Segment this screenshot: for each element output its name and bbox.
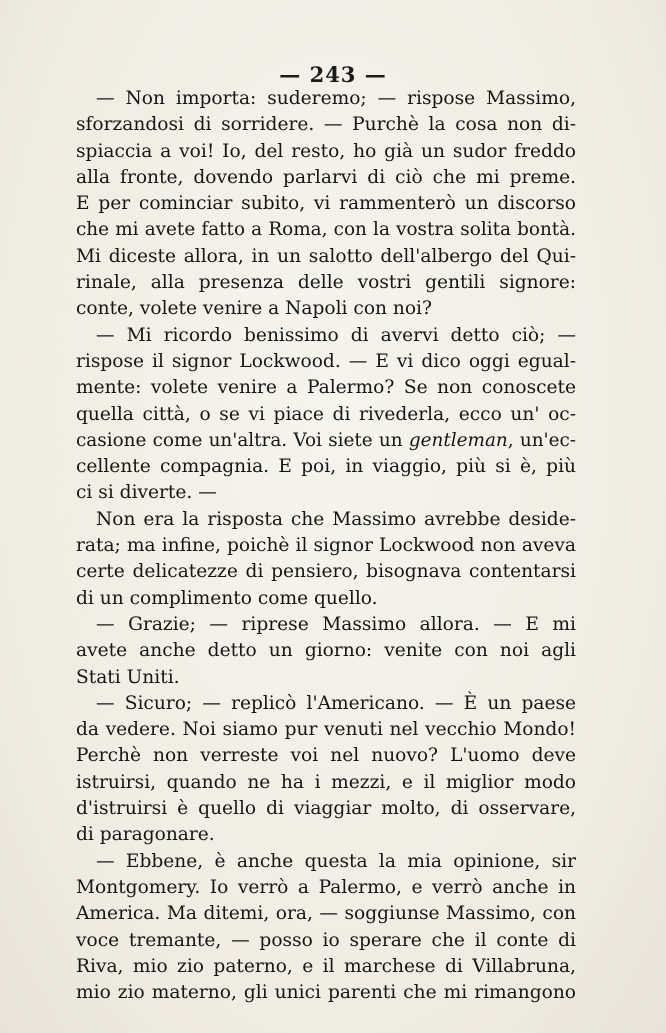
text-line: alla fronte, dovendo parlarvi di ciò che mi preme. [76,166,576,188]
text-line: Montgomery. Io verrò a Palermo, e verrò anche in [76,876,576,898]
text-line: mio zio materno, gli unici parenti che mi rimangono [76,982,576,1004]
text-line: — Non importa: suderemo; — rispose Massimo, [96,88,576,109]
text-line: rinale, alla presenza delle vostri gentili signore: [76,272,576,294]
text-line: casione come un'altra. Voi siete un gentleman, un'ec- [76,429,576,451]
text-line: Riva, mio zio paterno, e il marchese di Villabruna, [76,955,576,977]
text-line: Perchè non verreste voi nel nuovo? L'uomo deve [76,745,576,767]
text-line: Stati Uniti. [76,666,180,688]
text-line: rispose il signor Lockwood. — E vi dico oggi egual- [76,350,576,372]
text-line: che mi avete fatto a Roma, con la vostra solita bontà. [76,219,576,241]
text-line: — Grazie; — riprese Massimo allora. — E mi [96,613,576,635]
text-line: di paragonare. [76,824,215,846]
text-line: E per cominciar subito, vi rammenterò un discorso [76,193,576,215]
body-text [76,86,576,1006]
text-line: quella città, o se vi piace di rivederla, ecco un' oc- [76,403,576,425]
text-line: da vedere. Noi siamo pur venuti nel vecchio Mondo! [76,719,576,741]
text-line: spiaccia a voi! Io, del resto, ho già un sudor freddo [76,140,576,162]
text-line: — Ebbene, è anche questa la mia opinione, sir [96,850,576,872]
text-line: — Mi ricordo benissimo di avervi detto ciò; — [96,324,576,346]
text-line: Non era la risposta che Massimo avrebbe deside- [96,508,576,530]
text-line: avete anche detto un giorno: venite con noi agli [76,640,576,662]
text-line: mente: volete venire a Palermo? Se non conoscete [76,377,576,399]
text-line: cellente compagnia. E poi, in viaggio, più si è, più [76,456,576,478]
text-line: d'istruirsi è quello di viaggiar molto, di osservare, [76,798,576,820]
text-line: ci si diverte. — [76,482,217,504]
text-line: istruirsi, quando ne ha i mezzi, e il miglior modo [76,771,576,793]
text-line: di un complimento come quello. [76,587,378,609]
text-line: sforzandosi di sorridere. — Purchè la cosa non di- [76,114,576,136]
text-line: America. Ma ditemi, ora, — soggiunse Massimo, con [76,903,576,925]
text-line: voce tremante, — posso io sperare che il conte di [76,929,576,951]
italic-word: gentleman [408,429,508,451]
text-line: conte, volete venire a Napoli con noi? [76,298,432,320]
page-number: — 243 — [279,62,387,87]
text-line: — Sicuro; — replicò l'Americano. — È un paese [96,692,576,714]
text-line: Mi diceste allora, in un salotto dell'albergo del Qui- [76,245,576,267]
text-line: rata; ma infine, poichè il signor Lockwood non aveva [76,535,576,557]
text-line: certe delicatezze di pensiero, bisognava contentarsi [76,561,576,583]
